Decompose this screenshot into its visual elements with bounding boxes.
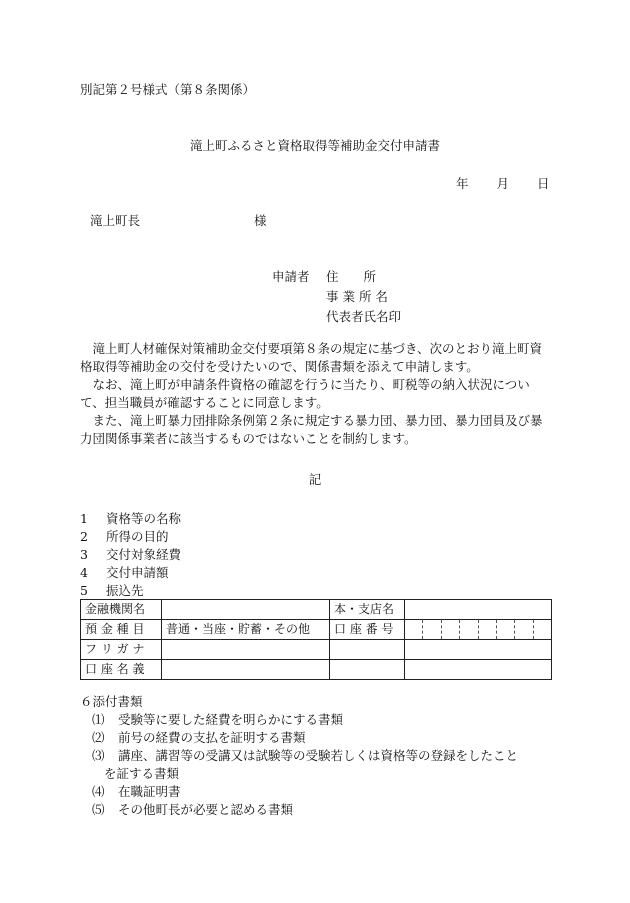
deposit-type-options[interactable]: 普通・当座・貯蓄・その他 — [162, 620, 330, 640]
list-item: ⑴ 受験等に要した経費を明らかにする書類 — [92, 712, 344, 727]
account-holder-label: 口 座 名 義 — [81, 660, 162, 680]
account-number-label: 口 座 番 号 — [330, 620, 405, 640]
list-item-continuation: を証する書類 — [104, 766, 180, 781]
applicant-office-label: 事 業 所 名 — [326, 289, 388, 304]
account-holder-field[interactable] — [162, 660, 330, 680]
account-number-field[interactable] — [405, 620, 552, 640]
list-item: ⑵ 前号の経費の支払を証明する書類 — [92, 730, 306, 745]
branch-field[interactable] — [405, 600, 552, 620]
body-paragraph: 滝上町人材確保対策補助金交付要項第８条の規定に基づき、次のとおり滝上町資格取得等補助金の交付を受けたいので、関係書類を添えて申請します。 — [80, 341, 543, 374]
list-item: ⑷ 在職証明書 — [92, 784, 181, 799]
bank-name-label: 金融機関名 — [81, 600, 162, 620]
list-item: ⑶ 講座、講習等の受講又は試験等の受験若しくは資格等の登録をしたこと — [92, 748, 519, 763]
deposit-type-label: 預 金 種 目 — [81, 620, 162, 640]
item-list — [80, 510, 181, 600]
list-item: 4 交付申請額 — [80, 565, 169, 580]
list-item: 2 所得の目的 — [80, 529, 169, 544]
addressee — [90, 213, 267, 228]
list-item: 5 振込先 — [80, 583, 144, 598]
bank-name-field[interactable] — [162, 600, 330, 620]
furigana-field[interactable] — [162, 640, 330, 660]
document-title: 滝上町ふるさと資格取得等補助金交付申請書 — [189, 138, 440, 153]
body-text — [80, 340, 552, 448]
applicant-representative-label: 代表者氏名印 — [326, 309, 402, 324]
addressee-honorific: 様 — [254, 213, 267, 228]
table-row — [81, 660, 552, 680]
list-item: 1 資格等の名称 — [80, 511, 182, 526]
table-row — [81, 620, 552, 640]
body-paragraph: また、滝上町暴力団排除条例第２条に規定する暴力団、暴力団、暴力団員及び暴力団関係事業者に該当するものではないことを制約します。 — [80, 413, 543, 446]
branch-label: 本・支店名 — [330, 600, 405, 620]
attachments-title: ６添付書類 — [80, 694, 143, 709]
date-day: 日 — [537, 176, 550, 191]
form-number: 別記第２号様式（第８条関係） — [80, 82, 256, 97]
date-line — [456, 176, 550, 191]
list-item: ⑸ その他町長が必要と認める書類 — [92, 802, 294, 817]
body-paragraph: なお、滝上町が申請条件資格の確認を行うに当たり、町税等の納入状況について、担当職員が確認することに同意します。 — [80, 377, 530, 410]
table-row — [81, 600, 552, 620]
applicant-block — [272, 267, 401, 327]
applicant-label: 申請者 — [272, 269, 310, 284]
applicant-address-label: 住 所 — [326, 269, 377, 284]
date-year: 年 — [456, 176, 469, 191]
date-month: 月 — [496, 176, 510, 191]
furigana-label: フ リ ガ ナ — [81, 640, 162, 660]
bank-account-table — [80, 599, 552, 680]
list-item: 3 交付対象経費 — [80, 547, 182, 562]
attachments-list — [92, 711, 518, 819]
ki-heading: 記 — [308, 472, 322, 487]
table-row — [81, 640, 552, 660]
addressee-name: 滝上町長 — [90, 213, 141, 228]
